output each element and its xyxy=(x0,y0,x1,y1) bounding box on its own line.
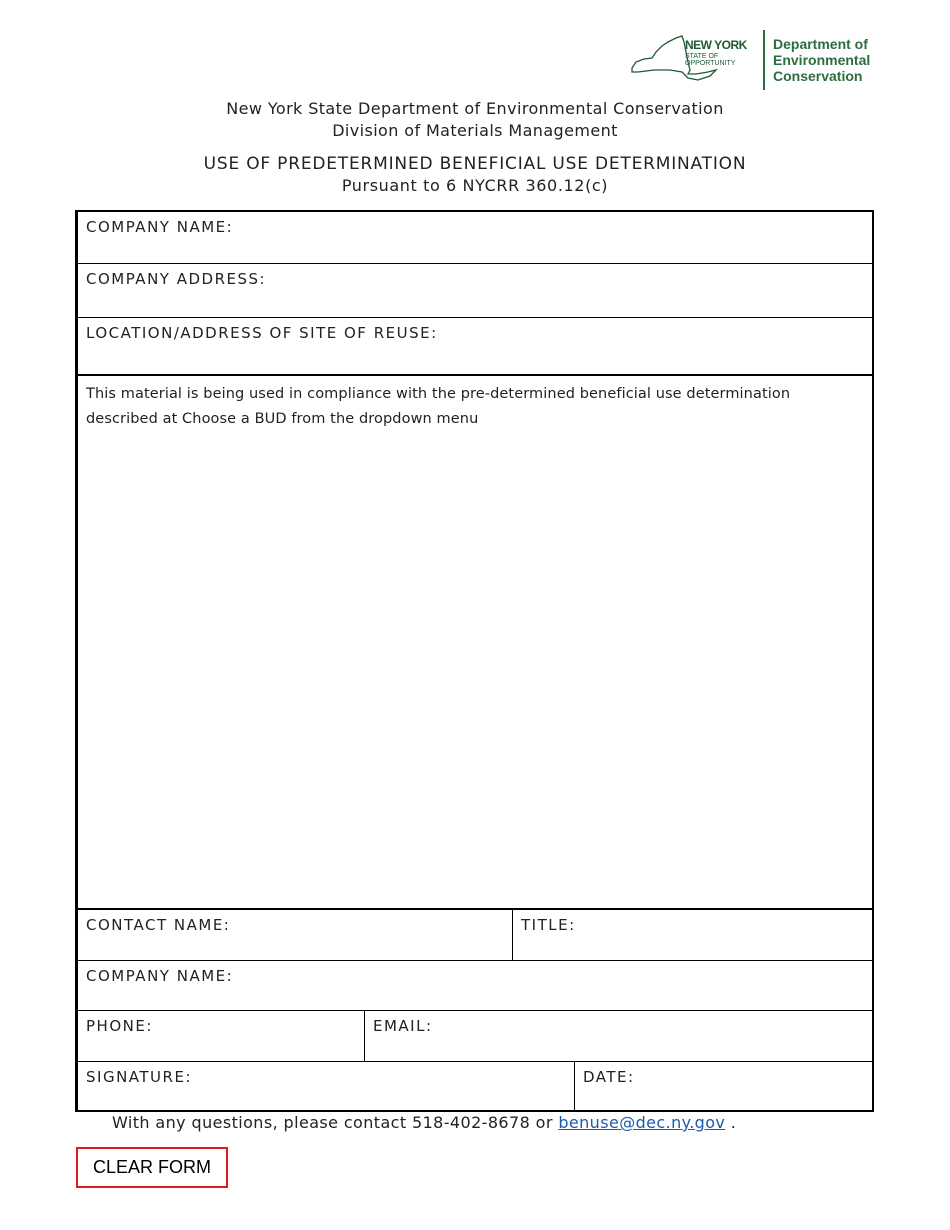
email-field[interactable] xyxy=(364,1011,872,1061)
signature-date-row xyxy=(78,1062,872,1112)
date-field[interactable] xyxy=(574,1062,872,1112)
division-name: Division of Materials Management xyxy=(332,121,618,140)
agency-name: New York State Department of Environmental Conservation xyxy=(226,99,724,118)
contact-footer xyxy=(112,1113,736,1132)
site-of-reuse-label: LOCATION/ADDRESS OF SITE OF REUSE: xyxy=(86,324,438,342)
contact-email-link[interactable]: benuse@dec.ny.gov xyxy=(558,1113,726,1132)
phone-label: PHONE: xyxy=(86,1017,153,1035)
logo-department-name xyxy=(773,36,870,84)
nys-dec-logo xyxy=(630,28,890,92)
signature-field[interactable] xyxy=(78,1062,574,1112)
footer-text: With any questions, please contact 518-402-8678 or xyxy=(112,1113,553,1132)
title-field[interactable] xyxy=(512,910,872,960)
company-name-label: COMPANY NAME: xyxy=(86,218,234,236)
contact-name-label: CONTACT NAME: xyxy=(86,916,231,934)
company-address-label: COMPANY ADDRESS: xyxy=(86,270,267,288)
logo-state-name: NEW YORK xyxy=(685,38,747,52)
company-name-field[interactable] xyxy=(78,212,872,264)
logo-tagline-line1: STATE OF xyxy=(685,53,719,60)
site-of-reuse-field[interactable] xyxy=(78,318,872,376)
logo-tagline xyxy=(685,53,735,67)
contact-row xyxy=(78,910,872,961)
bud-form xyxy=(75,210,874,1112)
logo-tagline-line2: OPPORTUNITY xyxy=(685,60,736,67)
signature-label: SIGNATURE: xyxy=(86,1068,192,1086)
logo-dept-line1: Department of xyxy=(773,36,868,52)
logo-dept-line2: Environmental xyxy=(773,52,871,68)
company-name-2-field[interactable] xyxy=(78,961,872,1011)
contact-name-field[interactable] xyxy=(78,910,512,960)
email-label: EMAIL: xyxy=(373,1017,433,1035)
phone-field[interactable] xyxy=(78,1011,364,1061)
compliance-section xyxy=(78,376,872,910)
company-address-field[interactable] xyxy=(78,264,872,318)
form-subtitle: Pursuant to 6 NYCRR 360.12(c) xyxy=(341,176,609,195)
date-label: DATE: xyxy=(583,1068,635,1086)
compliance-text: This material is being used in compliance with the pre-determined beneficial use determination described at Choose a BUD from the dropdown menu xyxy=(86,386,791,427)
clear-form-button[interactable]: CLEAR FORM xyxy=(76,1147,228,1188)
title-label: TITLE: xyxy=(521,916,576,934)
footer-period: . xyxy=(725,1113,737,1132)
company-name-2-label: COMPANY NAME: xyxy=(86,967,234,985)
logo-divider xyxy=(763,30,765,90)
form-title: USE OF PREDETERMINED BENEFICIAL USE DETERMINATION xyxy=(203,154,747,174)
logo-dept-line3: Conservation xyxy=(773,68,863,84)
compliance-statement xyxy=(86,382,856,432)
phone-email-row xyxy=(78,1011,872,1062)
